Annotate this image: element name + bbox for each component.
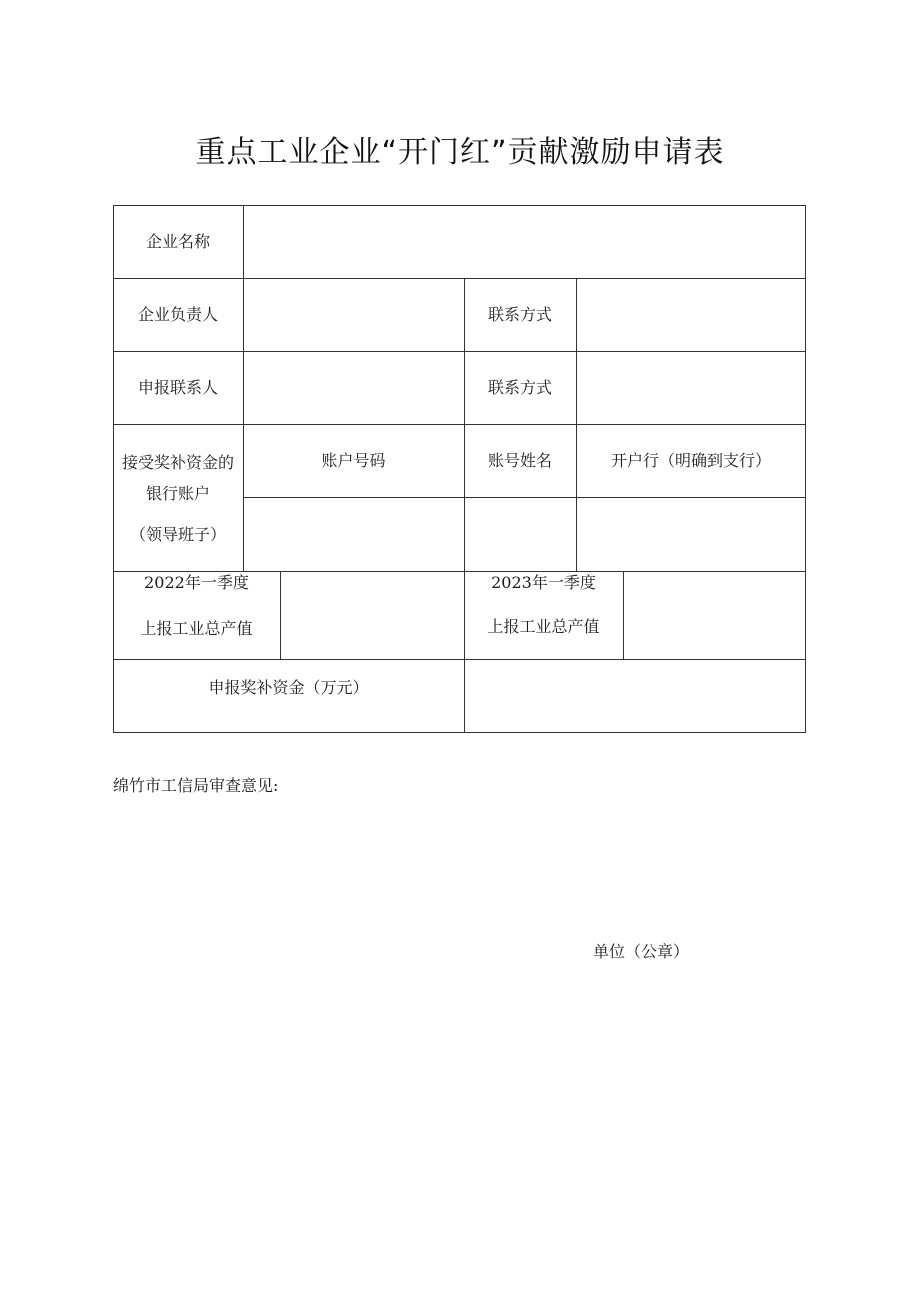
output-2023-label-line2: 上报工业总产值 — [487, 617, 600, 636]
output-2023-field[interactable] — [624, 572, 805, 659]
company-name-label: 企业名称 — [145, 232, 210, 251]
company-head-field[interactable] — [244, 279, 464, 351]
applicant-contact-label: 申报联系人 — [137, 378, 218, 397]
output-2022-label-line1: 2022年一季度 — [144, 573, 249, 592]
account-name-field[interactable] — [465, 498, 576, 571]
contact-method-label: 联系方式 — [487, 378, 552, 397]
official-seal-label: 单位（公章） — [593, 942, 690, 961]
review-opinion-label: 绵竹市工信局审查意见: — [113, 776, 279, 795]
row-divider — [113, 424, 806, 425]
contact-method-label: 联系方式 — [487, 305, 552, 324]
output-2023-label-line1: 2023年一季度 — [491, 573, 596, 592]
subsidy-amount-label: 申报奖补资金（万元） — [208, 678, 369, 697]
applicant-contact-field[interactable] — [244, 352, 464, 424]
account-number-header: 账户号码 — [321, 451, 386, 470]
bank-account-label-line1: 接受奖补资金的 — [121, 453, 234, 472]
account-name-header: 账号姓名 — [487, 451, 552, 470]
review-opinion-area[interactable] — [113, 800, 806, 930]
company-name-field[interactable] — [244, 206, 805, 278]
company-head-label: 企业负责人 — [137, 305, 218, 324]
applicant-contact-method-field[interactable] — [577, 352, 805, 424]
bank-branch-header: 开户行（明确到支行） — [610, 451, 771, 470]
page-title: 重点工业企业“开门红”贡献激励申请表 — [195, 135, 725, 170]
bank-account-label-line3: （领导班子） — [129, 525, 226, 544]
account-number-field[interactable] — [244, 498, 464, 571]
company-head-contact-field[interactable] — [577, 279, 805, 351]
output-2022-field[interactable] — [281, 572, 464, 659]
bank-branch-field[interactable] — [577, 498, 805, 571]
subsidy-amount-field[interactable] — [465, 660, 805, 732]
output-2022-label-line2: 上报工业总产值 — [140, 619, 253, 638]
bank-account-label-line2: 银行账户 — [145, 484, 210, 503]
